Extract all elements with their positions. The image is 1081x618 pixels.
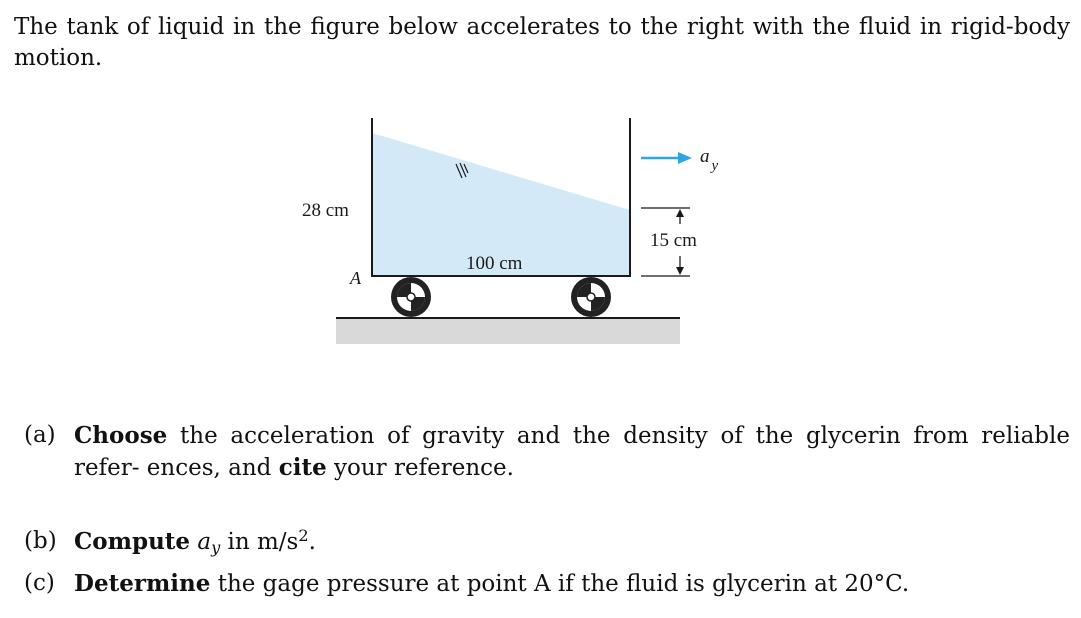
question-c-number: (c) <box>24 570 55 596</box>
question-c-verb: Determine <box>74 570 211 597</box>
question-b-variable-sub: y <box>211 538 221 558</box>
wheel-right-icon <box>571 277 611 317</box>
acceleration-arrow-icon <box>641 152 692 164</box>
question-a-text1: the acceleration of gravity and the density of the glycerin from reliable refer- ences, and <box>74 423 1070 481</box>
label-right-height: 15 cm <box>650 230 697 251</box>
question-list <box>24 420 1070 600</box>
question-a-text2: your reference. <box>326 455 514 481</box>
question-c <box>24 568 1070 600</box>
dimension-arrow-down-icon <box>676 267 684 275</box>
label-acceleration-main: a <box>700 146 710 167</box>
question-b-text2: in m/s <box>220 529 299 555</box>
question-c-text: the gage pressure at point A if the fluid is glycerin at 20°C. <box>210 571 910 597</box>
ground <box>336 318 680 344</box>
label-acceleration <box>700 146 719 174</box>
question-a <box>24 420 1070 484</box>
question-b-number: (b) <box>24 528 57 554</box>
question-b-text3: . <box>308 529 316 555</box>
dimension-arrow-up-icon <box>676 209 684 217</box>
label-left-height: 28 cm <box>302 200 349 221</box>
tank-figure <box>0 100 1081 360</box>
label-point-a: A <box>350 268 361 288</box>
tank-diagram <box>0 100 1081 360</box>
wheel-left-icon <box>391 277 431 317</box>
question-b <box>24 526 1070 558</box>
label-acceleration-sub: y <box>711 158 719 174</box>
question-b-variable: a <box>197 529 212 555</box>
question-a-verb-cite: cite <box>278 454 327 481</box>
question-a-verb-choose: Choose <box>74 422 168 449</box>
label-length: 100 cm <box>466 253 523 274</box>
question-b-verb: Compute <box>74 528 191 555</box>
problem-intro: The tank of liquid in the figure below accelerates to the right with the fluid in rigid-body motion. <box>14 14 1070 71</box>
question-b-sup: 2 <box>298 525 309 545</box>
question-a-number: (a) <box>24 422 56 448</box>
